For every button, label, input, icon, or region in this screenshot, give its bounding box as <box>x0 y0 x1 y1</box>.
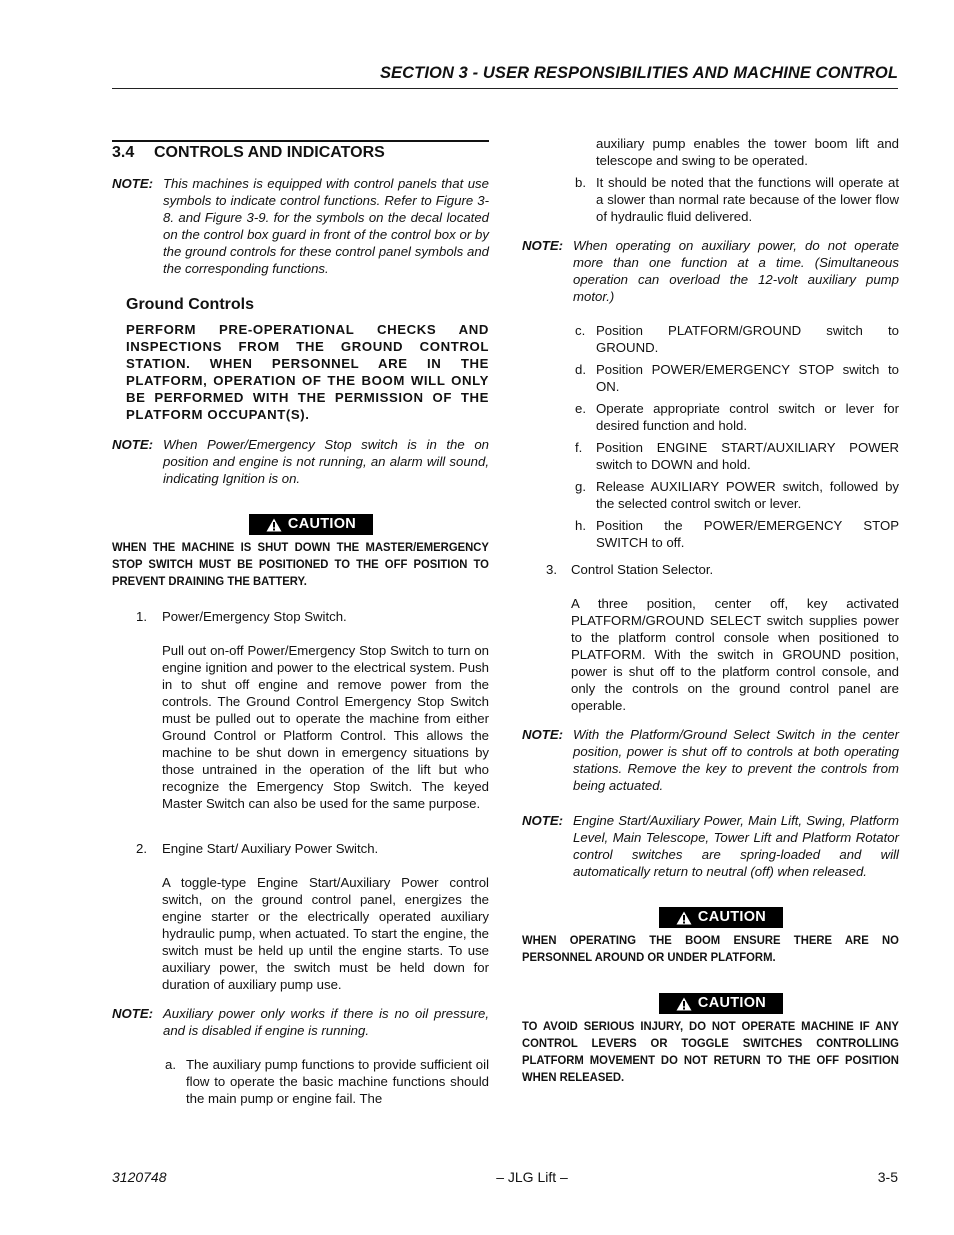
note-label: NOTE: <box>522 238 564 253</box>
item-1-description: Pull out on-off Power/Emergency Stop Switch to turn on engine ignition and power to the electrical system. Push in to shut off engine and remove power from the controls. The Ground Control Emergency Stop Switch must be pulled out to operate the machine from either Ground Control or Platform Control. This allows the machine to be shut down in emergency situations by those untrained in the operation of the lift but who recognize the Emergency Stop Switch. The keyed Master Switch can also be used for the same purpose. <box>162 643 489 811</box>
warning-triangle-icon <box>266 518 282 532</box>
note-text: This machines is equipped with control panels that use symbols to indicate control functions. Refer to Figure 3-8. and Figure 3-9. for the symbols on the decal located on the control box guard in front of the control box or by the ground controls for these control panel symbols and the corresponding functions. <box>163 176 489 276</box>
note-text: Engine Start/Auxiliary Power, Main Lift, Swing, Platform Level, Main Telescope, Tower Lift and Platform Rotator control switches are spring-loaded and will automatically return to neutral (off) when released. <box>573 813 899 879</box>
ground-controls-heading: Ground Controls <box>126 296 254 313</box>
caution-text-controls: TO AVOID SERIOUS INJURY, DO NOT OPERATE MACHINE IF ANY CONTROL LEVERS OR TOGGLE SWITCHES CONTROLLING PLATFORM MOVEMENT DO NOT RETURN TO THE OFF POSITION WHEN RELEASED. <box>522 1019 899 1084</box>
caution-badge <box>659 993 783 1014</box>
item-number: 2. <box>136 841 147 856</box>
preop-warning-text: PERFORM PRE-OPERATIONAL CHECKS AND INSPECTIONS FROM THE GROUND CONTROL STATION. WHEN PERSONNEL ARE IN THE PLATFORM, OPERATION OF THE BOOM WILL ONLY BE PERFORMED WITH THE PERMISSION OF THE PLATFORM OCCUPANT(S). <box>126 322 489 422</box>
note-text: With the Platform/Ground Select Switch in the center position, power is shut off to controls at both operating stations. Remove the key to prevent the controls from being actuated. <box>573 727 899 793</box>
caution-label: CAUTION <box>697 995 767 1011</box>
page-header: SECTION 3 - USER RESPONSIBILITIES AND MACHINE CONTROL <box>379 64 898 82</box>
section-name: CONTROLS AND INDICATORS <box>154 144 385 161</box>
caution-text-personnel: WHEN OPERATING THE BOOM ENSURE THERE ARE NO PERSONNEL AROUND OR UNDER PLATFORM. <box>522 933 899 964</box>
sub-item-text: The auxiliary pump functions to provide sufficient oil flow to operate the basic machine functions should the main pump or engine fail. The <box>186 1057 489 1106</box>
header-rule <box>112 88 898 89</box>
note-spring-loaded <box>522 812 899 880</box>
list-item-3 <box>546 561 899 578</box>
sub-item-label: a. <box>165 1057 176 1072</box>
note-text: When Power/Emergency Stop switch is in the on position and engine is not running, an alarm will sound, indicating Ignition is on. <box>163 437 489 486</box>
item-2-description: A toggle-type Engine Start/Auxiliary Power control switch, on the ground control panel, energizes the engine starter or the electrically operated auxiliary hydraulic pump, when actuated. To start the engine, the switch must be held up until the engine starts. To use auxiliary power, the switch must be held down for duration of auxiliary pump use. <box>162 875 489 992</box>
note-text: Auxiliary power only works if there is no oil pressure, and is disabled if engine is running. <box>163 1006 489 1038</box>
section-rule <box>112 140 489 142</box>
sub-item-text: Position POWER/EMERGENCY STOP switch to ON. <box>596 362 899 394</box>
caution-badge <box>249 514 373 535</box>
list-item-2 <box>136 840 489 857</box>
note-text: When operating on auxiliary power, do not operate more than one function at a time. (Simultaneous operation can overload the 12-volt auxiliary pump motor.) <box>573 238 899 304</box>
note-label: NOTE: <box>522 727 564 742</box>
sub-item-label: d. <box>575 362 586 377</box>
note-center-position <box>522 726 899 794</box>
sub-item-text: It should be noted that the functions will operate at a slower than normal rate because of the lower flow of hydraulic fluid delivered. <box>596 175 899 224</box>
sub-item-text: Release AUXILIARY POWER switch, followed by the selected control switch or lever. <box>596 479 899 511</box>
sub-item-text: Position the POWER/EMERGENCY STOP SWITCH to off. <box>596 518 899 550</box>
caution-badge <box>659 907 783 928</box>
sub-item-d <box>575 361 899 395</box>
note-label: NOTE: <box>112 437 154 452</box>
list-item-1 <box>136 608 489 625</box>
sub-item-label: c. <box>575 323 586 338</box>
caution-label: CAUTION <box>287 516 357 532</box>
sub-item-e <box>575 400 899 434</box>
note-aux-operation <box>522 237 899 305</box>
sub-item-label: f. <box>575 440 583 455</box>
sub-item-a-continued: auxiliary pump enables the tower boom lift and telescope and swing to be operated. <box>596 136 899 168</box>
item-3-description: A three position, center off, key activated PLATFORM/GROUND SELECT switch supplies power to the platform control console when positioned to PLATFORM. With the switch in GROUND position, power is shut off to the platform control console, and only the controls on the ground control panel are operable. <box>571 596 899 713</box>
item-title: Power/Emergency Stop Switch. <box>162 609 347 624</box>
warning-triangle-icon <box>676 997 692 1011</box>
sub-item-f <box>575 439 899 473</box>
footer-page-number: 3-5 <box>877 1169 898 1185</box>
sub-item-g <box>575 478 899 512</box>
sub-item-text: Position ENGINE START/AUXILIARY POWER switch to DOWN and hold. <box>596 440 899 472</box>
sub-item-h <box>575 517 899 551</box>
sub-item-c <box>575 322 899 356</box>
sub-item-label: b. <box>575 175 586 190</box>
note-label: NOTE: <box>112 1006 154 1021</box>
section-number: 3.4 <box>112 144 135 161</box>
item-number: 3. <box>546 562 557 577</box>
caution-label: CAUTION <box>697 909 767 925</box>
item-number: 1. <box>136 609 147 624</box>
note-label: NOTE: <box>522 813 564 828</box>
sub-item-b <box>575 174 899 225</box>
sub-item-text: Operate appropriate control switch or lever for desired function and hold. <box>596 401 899 433</box>
note-aux-power <box>112 1005 489 1039</box>
note-alarm <box>112 436 489 487</box>
footer-doc-number: 3120748 <box>112 1169 167 1185</box>
sub-item-label: e. <box>575 401 586 416</box>
sub-item-label: g. <box>575 479 586 494</box>
note-control-panels <box>112 175 489 277</box>
note-label: NOTE: <box>112 176 154 191</box>
section-heading <box>112 144 385 161</box>
caution-text-battery: WHEN THE MACHINE IS SHUT DOWN THE MASTER/EMERGENCY STOP SWITCH MUST BE POSITIONED TO THE OFF POSITION TO PREVENT DRAINING THE BATTERY. <box>112 540 489 588</box>
item-title: Control Station Selector. <box>571 562 714 577</box>
sub-item-a <box>165 1056 489 1107</box>
item-title: Engine Start/ Auxiliary Power Switch. <box>162 841 379 856</box>
sub-item-label: h. <box>575 518 586 533</box>
warning-triangle-icon <box>676 911 692 925</box>
footer-center: – JLG Lift – <box>496 1169 568 1185</box>
sub-item-text: Position PLATFORM/GROUND switch to GROUND. <box>596 323 899 355</box>
